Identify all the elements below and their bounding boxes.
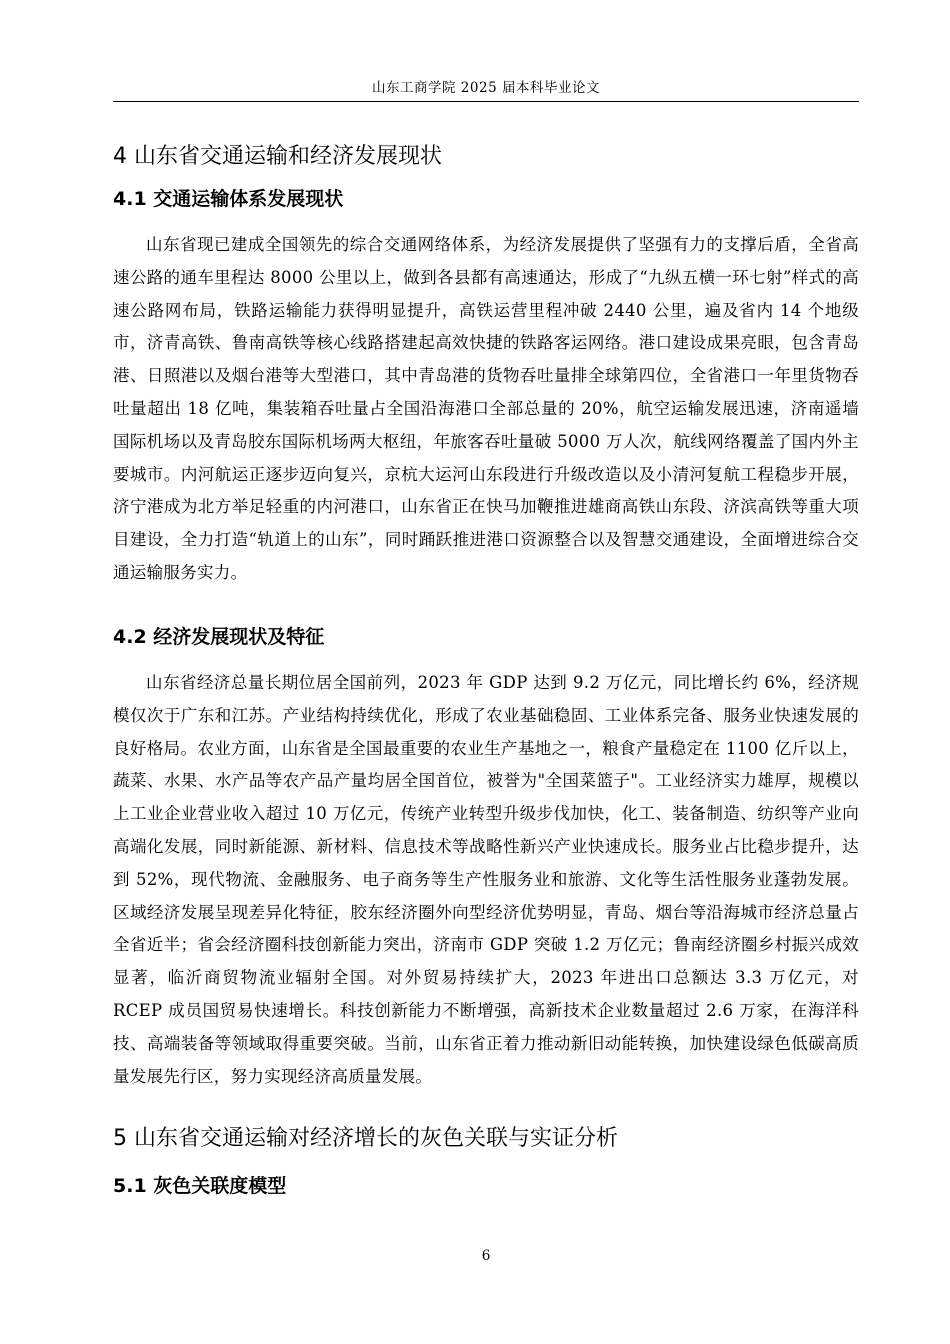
section-4-2-heading: 4.2 经济发展现状及特征 <box>113 626 325 648</box>
section-5-heading: 5 山东省交通运输对经济增长的灰色关联与实证分析 <box>113 1126 618 1151</box>
section-4-2-paragraph: 山东省经济总量长期位居全国前列，2023 年 GDP 达到 9.2 万亿元，同比增长约 6%，经济规模仅次于广东和江苏。产业结构持续优化，形成了农业基础稳固、工业体系完备、服务业快速发展的良好格局。农业方面，山东省是全国最重要的农业生产基地之一，粮食产量稳定在 1100 亿斤以上，蔬菜、水果、水产品等农产品产量均居全国首位，被誉为"全国菜篮子"。工业经济实力雄厚，规模以上工业企业营业收入超过 10 万亿元，传统产业转型升级步伐加快，化工、装备制造、纺织等产业向高端化发展，同时新能源、新材料、信息技术等战略性新兴产业快速成长。服务业占比稳步提升，达到 52%，现代物流、金融服务、电子商务等生产性服务业和旅游、文化等生活性服务业蓬勃发展。区域经济发展呈现差异化特征，胶东经济圈外向型经济优势明显，青岛、烟台等沿海城市经济总量占全省近半；省会经济圈科技创新能力突出，济南市 GDP 突破 1.2 万亿元；鲁南经济圈乡村振兴成效显著，临沂商贸物流业辐射全国。对外贸易持续扩大，2023 年进出口总额达 3.3 万亿元，对 RCEP 成员国贸易快速增长。科技创新能力不断增强，高新技术企业数量超过 2.6 万家，在海洋科技、高端装备等领域取得重要突破。当前，山东省正着力推动新旧动能转换，加快建设绿色低碳高质量发展先行区，努力实现经济高质量发展。 <box>113 673 859 1086</box>
page-number: 6 <box>481 1248 491 1264</box>
header-divider <box>113 101 859 102</box>
section-4-heading: 4 山东省交通运输和经济发展现状 <box>113 144 442 169</box>
section-4-1-heading: 4.1 交通运输体系发展现状 <box>113 188 344 210</box>
section-4-1-paragraph: 山东省现已建成全国领先的综合交通网络体系，为经济发展提供了坚强有力的支撑后盾，全省高速公路的通车里程达 8000 公里以上，做到各县都有高速通达，形成了“九纵五横一环七射”样式的高速公路网布局，铁路运输能力获得明显提升，高铁运营里程冲破 2440 公里，遍及省内 14 个地级市，济青高铁、鲁南高铁等核心线路搭建起高效快捷的铁路客运网络。港口建设成果亮眼，包含青岛港、日照港以及烟台港等大型港口，其中青岛港的货物吞吐量排全球第四位，全省港口一年里货物吞吐量超出 18 亿吨，集装箱吞吐量占全国沿海港口全部总量的 20%，航空运输发展迅速，济南遥墙国际机场以及青岛胶东国际机场两大枢纽，年旅客吞吐量破 5000 万人次，航线网络覆盖了国内外主要城市。内河航运正逐步迈向复兴，京杭大运河山东段进行升级改造以及小清河复航工程稳步开展，济宁港成为北方举足轻重的内河港口，山东省正在快马加鞭推进雄商高铁山东段、济滨高铁等重大项目建设，全力打造“轨道上的山东”，同时踊跃推进港口资源整合以及智慧交通建设，全面增进综合交通运输服务实力。 <box>113 235 859 582</box>
running-header: 山东工商学院 2025 届本科毕业论文 <box>372 80 600 96</box>
section-5-1-heading: 5.1 灰色关联度模型 <box>113 1175 287 1197</box>
